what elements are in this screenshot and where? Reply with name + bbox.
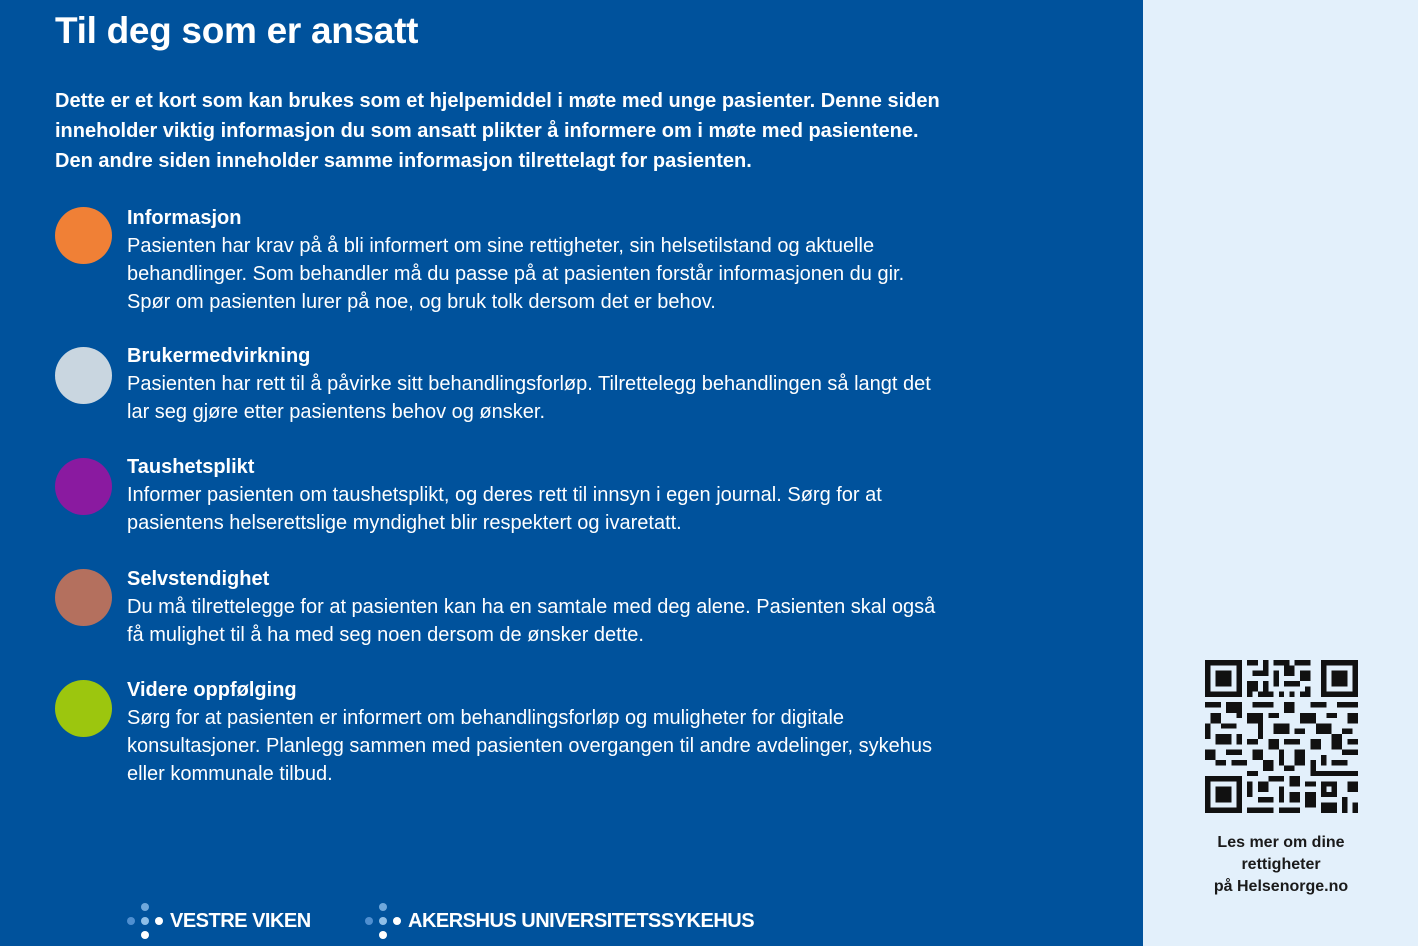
vestre-viken-logo bbox=[126, 902, 311, 940]
item-heading: Brukermedvirkning bbox=[127, 345, 311, 367]
item-line: Sørg for at pasienten er informert om behandlingsforløp og muligheter for digitale bbox=[127, 707, 845, 729]
item-line: Informer pasienten om taushetsplikt, og deres rett til innsyn i egen journal. Sørg for at bbox=[127, 484, 882, 506]
item-line: konsultasjoner. Planlegg sammen med pasienten overgangen til andre avdelinger, sykehus bbox=[127, 735, 932, 757]
purple-circle-icon bbox=[55, 458, 112, 515]
green-circle-icon bbox=[55, 680, 112, 737]
item-line: eller kommunale tilbud. bbox=[127, 763, 333, 785]
item-line: lar seg gjøre etter pasientens behov og ønsker. bbox=[127, 401, 546, 423]
item-heading: Videre oppfølging bbox=[127, 679, 297, 701]
intro-line: Den andre siden inneholder samme informasjon tilrettelagt for pasienten. bbox=[55, 150, 752, 172]
qr-code-icon[interactable] bbox=[1205, 660, 1358, 813]
qr-caption bbox=[1170, 832, 1392, 898]
qr-caption-line: på Helsenorge.no bbox=[1213, 878, 1349, 895]
intro-line: inneholder viktig informasjon du som ansatt plikter å informere om i møte med pasientene. bbox=[55, 120, 919, 142]
item-line: Pasienten har krav på å bli informert om sine rettigheter, sin helsetilstand og aktuelle bbox=[127, 235, 875, 257]
hospital-dots-logo-icon bbox=[126, 902, 164, 940]
qr-caption-line: rettigheter bbox=[1241, 856, 1321, 873]
orange-circle-icon bbox=[55, 207, 112, 264]
intro-paragraph bbox=[55, 86, 1105, 176]
item-heading: Informasjon bbox=[127, 207, 242, 229]
item-line: behandlinger. Som behandler må du passe på at pasienten forstår informasjonen du gir. bbox=[127, 263, 905, 285]
brown-circle-icon bbox=[55, 569, 112, 626]
item-line: Du må tilrettelegge for at pasienten kan ha en samtale med deg alene. Pasienten skal også bbox=[127, 596, 936, 618]
item-line: pasientens helserettslige myndighet blir respektert og ivaretatt. bbox=[127, 512, 682, 534]
intro-line: Dette er et kort som kan brukes som et hjelpemiddel i møte med unge pasienter. Denne siden bbox=[55, 90, 940, 112]
item-line: Pasienten har rett til å påvirke sitt behandlingsforløp. Tilrettelegg behandlingen så langt det bbox=[127, 373, 931, 395]
item-heading: Taushetsplikt bbox=[127, 456, 255, 478]
item-line: Spør om pasienten lurer på noe, og bruk tolk dersom det er behov. bbox=[127, 291, 716, 313]
hospital-dots-logo-icon bbox=[364, 902, 402, 940]
qr-caption-line: Les mer om dine bbox=[1217, 834, 1345, 851]
item-line: få mulighet til å ha med seg noen dersom de ønsker dette. bbox=[127, 624, 644, 646]
grey-circle-icon bbox=[55, 347, 112, 404]
page-title: Til deg som er ansatt bbox=[55, 10, 419, 51]
ahus-logo bbox=[364, 902, 754, 940]
logo-text: AKERSHUS UNIVERSITETSSYKEHUS bbox=[408, 909, 755, 932]
logo-text: VESTRE VIKEN bbox=[170, 909, 311, 932]
item-heading: Selvstendighet bbox=[127, 568, 270, 590]
